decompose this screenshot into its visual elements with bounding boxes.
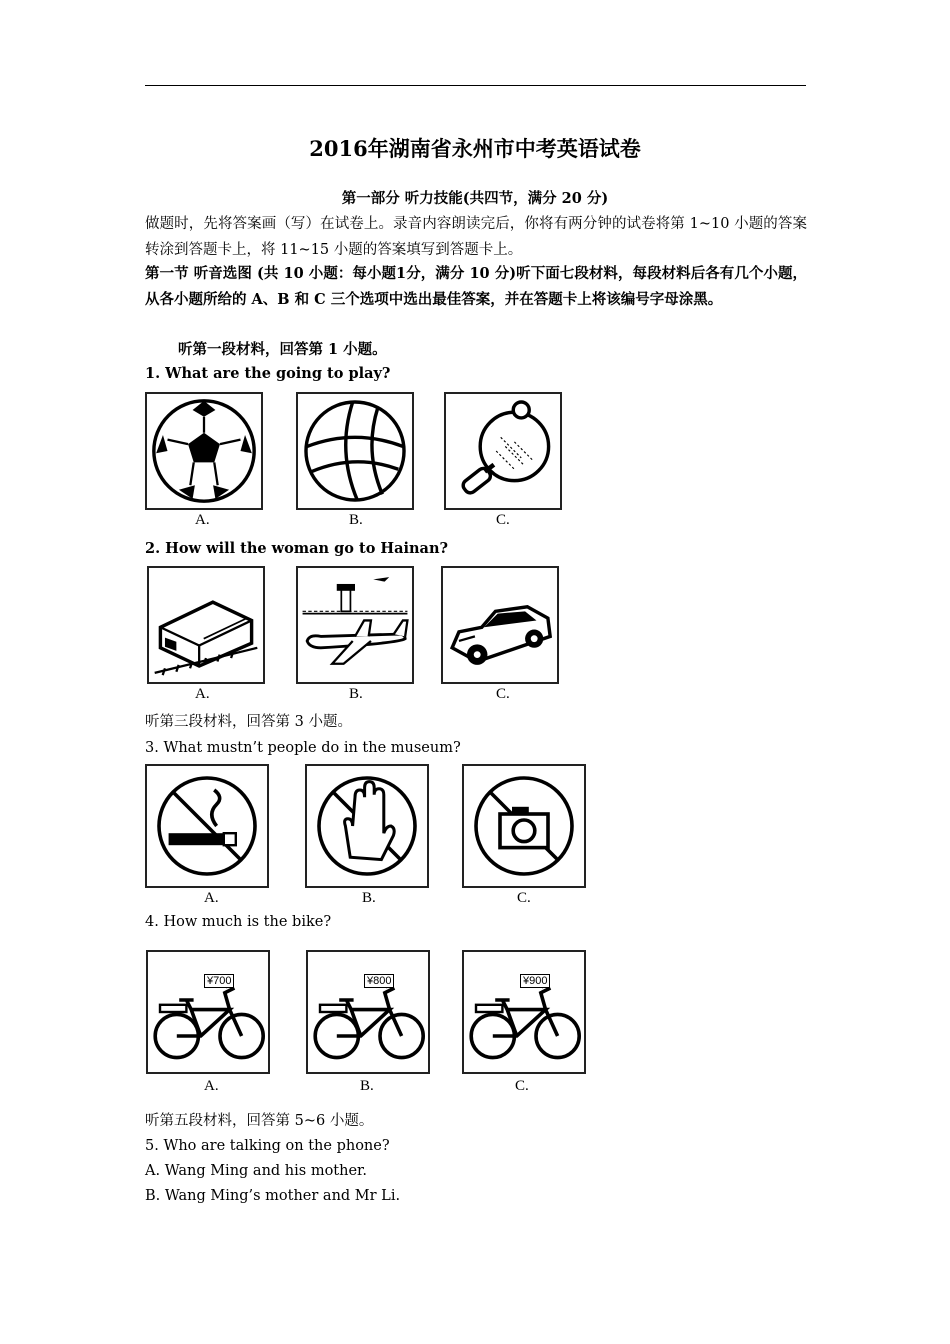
price-tag-700: ¥700: [204, 974, 234, 988]
basketball-icon: [298, 394, 412, 508]
q3-label-c: C.: [517, 890, 531, 906]
q1-option-b-image: [296, 392, 414, 510]
listen-instruction-5: 听第五段材料，回答第 5~6 小题。: [145, 1113, 374, 1129]
price-tag-800: ¥800: [364, 974, 394, 988]
ping-pong-icon: [446, 394, 560, 508]
listen-instruction-3: 听第三段材料，回答第 3 小题。: [145, 714, 352, 730]
q4-option-c-image: [462, 950, 586, 1074]
intro-paragraph: 做题时，先将答案画（写）在试卷上。录音内容朗读完后，你将有两分钟的试卷将第 1~10 小题的答案转涂到答题卡上，将 11~15 小题的答案填写到答题卡上。: [145, 216, 807, 258]
question-5: 5. Who are talking on the phone?: [145, 1138, 390, 1154]
q1-option-c-image: [444, 392, 562, 510]
bicycle-icon: [308, 952, 428, 1072]
train-icon: [149, 568, 263, 682]
q2-option-a-image: [147, 566, 265, 684]
q3-option-a-image: [145, 764, 269, 888]
q1-label-c: C.: [496, 512, 510, 528]
q1-label-a: A.: [195, 512, 210, 528]
no-touching-icon: [307, 766, 427, 886]
q1-option-a-image: [145, 392, 263, 510]
part1-heading: 第一部分 听力技能(共四节，满分 20 分): [341, 190, 609, 207]
no-smoking-icon: [147, 766, 267, 886]
q3-option-b-image: [305, 764, 429, 888]
listen-instruction-1: 听第一段材料，回答第 1 小题。: [178, 341, 387, 358]
section1-instructions: 第一节 听音选图 (共 10 小题：每小题1分，满分 10 分)听下面七段材料，每段材料后各有几个小题，从各小题所给的 A、B 和 C 三个选项中选出最佳答案，并在答题卡上将该编号字母涂黑。: [145, 265, 807, 308]
question-5-option-b: B. Wang Ming’s mother and Mr Li.: [145, 1188, 401, 1204]
q2-label-b: B.: [349, 686, 363, 702]
q4-label-b: B.: [360, 1078, 374, 1094]
q2-option-c-image: [441, 566, 559, 684]
soccer-ball-icon: [147, 394, 261, 508]
question-1: 1. What are the going to play?: [145, 365, 391, 382]
no-camera-icon: [464, 766, 584, 886]
car-icon: [443, 568, 557, 682]
q2-label-c: C.: [496, 686, 510, 702]
q4-option-a-image: [146, 950, 270, 1074]
q3-label-a: A.: [204, 890, 219, 906]
q2-label-a: A.: [195, 686, 210, 702]
top-rule: [145, 85, 806, 86]
bicycle-icon: [464, 952, 584, 1072]
airplane-icon: [298, 568, 412, 682]
price-tag-900: ¥900: [520, 974, 550, 988]
q1-label-b: B.: [349, 512, 363, 528]
q4-label-a: A.: [204, 1078, 219, 1094]
q3-option-c-image: [462, 764, 586, 888]
q3-label-b: B.: [362, 890, 376, 906]
question-3: 3. What mustn’t people do in the museum?: [145, 740, 461, 756]
bicycle-icon: [148, 952, 268, 1072]
page-title: 2016年湖南省永州市中考英语试卷: [309, 136, 641, 161]
question-4: 4. How much is the bike?: [145, 914, 332, 930]
question-5-option-a: A. Wang Ming and his mother.: [145, 1163, 367, 1179]
q2-option-b-image: [296, 566, 414, 684]
q4-option-b-image: [306, 950, 430, 1074]
question-2: 2. How will the woman go to Hainan?: [145, 540, 448, 557]
q4-label-c: C.: [515, 1078, 529, 1094]
